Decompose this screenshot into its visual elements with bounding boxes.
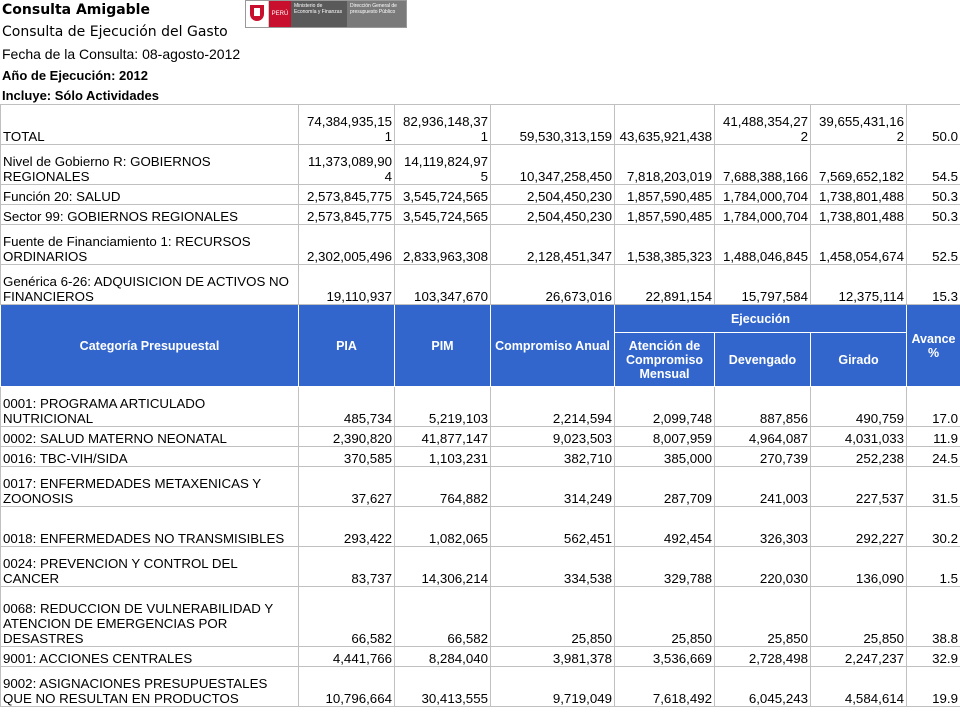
cell-avance: 24.5 (907, 447, 960, 467)
cell-avance: 32.9 (907, 647, 960, 667)
cell-devengado: 41,488,354,272 (715, 105, 811, 145)
cell-compromiso: 9,719,049 (491, 667, 615, 707)
cell-pia: 10,796,664 (299, 667, 395, 707)
cell-compromiso: 314,249 (491, 467, 615, 507)
cell-atencion: 385,000 (615, 447, 715, 467)
cell-compromiso: 10,347,258,450 (491, 145, 615, 185)
cell-avance: 31.5 (907, 467, 960, 507)
cell-label: 9001: ACCIONES CENTRALES (1, 647, 299, 667)
cell-devengado: 1,784,000,704 (715, 185, 811, 205)
cell-compromiso: 2,214,594 (491, 387, 615, 427)
cell-compromiso: 562,451 (491, 507, 615, 547)
cell-pia: 2,390,820 (299, 427, 395, 447)
table-row (1, 185, 960, 205)
col-header-categoria: Categoría Presupuestal (1, 305, 299, 387)
cell-avance: 54.5 (907, 145, 960, 185)
cell-devengado: 1,784,000,704 (715, 205, 811, 225)
cell-pia: 485,734 (299, 387, 395, 427)
cell-atencion: 2,099,748 (615, 387, 715, 427)
cell-pia: 83,737 (299, 547, 395, 587)
cell-devengado: 241,003 (715, 467, 811, 507)
cell-pia: 4,441,766 (299, 647, 395, 667)
cell-girado: 292,227 (811, 507, 907, 547)
cell-label: Sector 99: GOBIERNOS REGIONALES (1, 205, 299, 225)
table-row (1, 265, 960, 305)
cell-girado: 25,850 (811, 587, 907, 647)
cell-girado: 136,090 (811, 547, 907, 587)
cell-label: TOTAL (1, 105, 299, 145)
cell-girado: 1,738,801,488 (811, 205, 907, 225)
cell-label: 0017: ENFERMEDADES METAXENICAS Y ZOONOSIS (1, 467, 299, 507)
cell-girado: 4,031,033 (811, 427, 907, 447)
cell-devengado: 1,488,046,845 (715, 225, 811, 265)
cell-girado: 2,247,237 (811, 647, 907, 667)
cell-atencion: 25,850 (615, 587, 715, 647)
cell-pim: 5,219,103 (395, 387, 491, 427)
table-row (1, 447, 960, 467)
cell-atencion: 492,454 (615, 507, 715, 547)
cell-girado: 490,759 (811, 387, 907, 427)
cell-label: 0016: TBC-VIH/SIDA (1, 447, 299, 467)
cell-pia: 370,585 (299, 447, 395, 467)
cell-pim: 103,347,670 (395, 265, 491, 305)
cell-compromiso: 25,850 (491, 587, 615, 647)
cell-atencion: 287,709 (615, 467, 715, 507)
cell-devengado: 270,739 (715, 447, 811, 467)
cell-label: 0024: PREVENCION Y CONTROL DEL CANCER (1, 547, 299, 587)
includes-note: Incluye: Sólo Actividades (2, 88, 160, 103)
col-header-pia: PIA (299, 305, 395, 387)
cell-atencion: 1,857,590,485 (615, 205, 715, 225)
table-row (1, 467, 960, 507)
cell-pim: 14,306,214 (395, 547, 491, 587)
cell-label: Fuente de Financiamiento 1: RECURSOS ORDINARIOS (1, 225, 299, 265)
cell-label: 9002: ASIGNACIONES PRESUPUESTALES QUE NO RESULTAN EN PRODUCTOS (1, 667, 299, 707)
cell-label: Genérica 6-26: ADQUISICION DE ACTIVOS NO FINANCIEROS (1, 265, 299, 305)
execution-year: Año de Ejecución: 2012 (2, 68, 148, 83)
cell-girado: 1,458,054,674 (811, 225, 907, 265)
cell-girado: 4,584,614 (811, 667, 907, 707)
col-header-pim: PIM (395, 305, 491, 387)
cell-atencion: 7,818,203,019 (615, 145, 715, 185)
table-row (1, 427, 960, 447)
cell-pim: 3,545,724,565 (395, 185, 491, 205)
cell-pia: 66,582 (299, 587, 395, 647)
cell-avance: 50.3 (907, 205, 960, 225)
cell-pia: 293,422 (299, 507, 395, 547)
cell-atencion: 1,538,385,323 (615, 225, 715, 265)
cell-compromiso: 59,530,313,159 (491, 105, 615, 145)
cell-pim: 66,582 (395, 587, 491, 647)
cell-compromiso: 382,710 (491, 447, 615, 467)
logo-peru: PERÚ (269, 1, 291, 27)
table-row (1, 587, 960, 647)
table-row (1, 547, 960, 587)
cell-devengado: 326,303 (715, 507, 811, 547)
summary-rows (1, 105, 960, 305)
cell-pim: 30,413,555 (395, 667, 491, 707)
cell-pim: 8,284,040 (395, 647, 491, 667)
cell-avance: 52.5 (907, 225, 960, 265)
table-row (1, 205, 960, 225)
cell-pim: 3,545,724,565 (395, 205, 491, 225)
cell-atencion: 22,891,154 (615, 265, 715, 305)
cell-girado: 12,375,114 (811, 265, 907, 305)
cell-devengado: 220,030 (715, 547, 811, 587)
detail-rows (1, 387, 960, 707)
table-row (1, 145, 960, 185)
cell-devengado: 2,728,498 (715, 647, 811, 667)
cell-girado: 227,537 (811, 467, 907, 507)
cell-pia: 2,573,845,775 (299, 185, 395, 205)
cell-pim: 2,833,963,308 (395, 225, 491, 265)
col-header-ejecucion: Ejecución (615, 305, 907, 333)
cell-compromiso: 26,673,016 (491, 265, 615, 305)
col-header-compromiso: Compromiso Anual (491, 305, 615, 387)
cell-avance: 50.0 (907, 105, 960, 145)
cell-girado: 1,738,801,488 (811, 185, 907, 205)
cell-label: Función 20: SALUD (1, 185, 299, 205)
cell-atencion: 1,857,590,485 (615, 185, 715, 205)
cell-pia: 2,573,845,775 (299, 205, 395, 225)
cell-atencion: 8,007,959 (615, 427, 715, 447)
cell-compromiso: 334,538 (491, 547, 615, 587)
cell-label: 0018: ENFERMEDADES NO TRANSMISIBLES (1, 507, 299, 547)
cell-avance: 19.9 (907, 667, 960, 707)
cell-pim: 1,082,065 (395, 507, 491, 547)
cell-pia: 2,302,005,496 (299, 225, 395, 265)
table-row (1, 105, 960, 145)
cell-compromiso: 9,023,503 (491, 427, 615, 447)
cell-pia: 37,627 (299, 467, 395, 507)
cell-compromiso: 2,504,450,230 (491, 205, 615, 225)
cell-compromiso: 2,504,450,230 (491, 185, 615, 205)
mef-logo (245, 0, 407, 28)
cell-devengado: 4,964,087 (715, 427, 811, 447)
table-row (1, 507, 960, 547)
cell-pim: 14,119,824,975 (395, 145, 491, 185)
cell-compromiso: 2,128,451,347 (491, 225, 615, 265)
cell-girado: 39,655,431,162 (811, 105, 907, 145)
cell-pia: 11,373,089,904 (299, 145, 395, 185)
cell-avance: 38.8 (907, 587, 960, 647)
col-header-avance: Avance % (907, 305, 960, 387)
table-row (1, 387, 960, 427)
coat-of-arms-icon (246, 1, 269, 27)
logo-ministerio: Ministerio de Economía y Finanzas (291, 1, 347, 27)
cell-pim: 82,936,148,371 (395, 105, 491, 145)
cell-avance: 50.3 (907, 185, 960, 205)
cell-avance: 1.5 (907, 547, 960, 587)
cell-avance: 30.2 (907, 507, 960, 547)
report-subtitle: Consulta de Ejecución del Gasto (2, 24, 228, 40)
table-row (1, 647, 960, 667)
cell-atencion: 43,635,921,438 (615, 105, 715, 145)
table-row (1, 667, 960, 707)
cell-devengado: 25,850 (715, 587, 811, 647)
cell-pim: 1,103,231 (395, 447, 491, 467)
cell-girado: 252,238 (811, 447, 907, 467)
cell-compromiso: 3,981,378 (491, 647, 615, 667)
cell-label: 0002: SALUD MATERNO NEONATAL (1, 427, 299, 447)
query-date: Fecha de la Consulta: 08-agosto-2012 (2, 46, 241, 62)
cell-atencion: 329,788 (615, 547, 715, 587)
execution-table (0, 104, 960, 707)
cell-devengado: 15,797,584 (715, 265, 811, 305)
logo-direccion: Dirección General de presupuesto Público (347, 1, 406, 27)
col-header-devengado: Devengado (715, 333, 811, 387)
table-header (1, 305, 960, 387)
cell-girado: 7,569,652,182 (811, 145, 907, 185)
col-header-atencion: Atención de Compromiso Mensual (615, 333, 715, 387)
cell-label: Nivel de Gobierno R: GOBIERNOS REGIONALES (1, 145, 299, 185)
cell-avance: 15.3 (907, 265, 960, 305)
col-header-girado: Girado (811, 333, 907, 387)
cell-devengado: 887,856 (715, 387, 811, 427)
cell-devengado: 6,045,243 (715, 667, 811, 707)
cell-avance: 11.9 (907, 427, 960, 447)
cell-pia: 74,384,935,151 (299, 105, 395, 145)
cell-pim: 764,882 (395, 467, 491, 507)
cell-pia: 19,110,937 (299, 265, 395, 305)
cell-label: 0001: PROGRAMA ARTICULADO NUTRICIONAL (1, 387, 299, 427)
cell-atencion: 3,536,669 (615, 647, 715, 667)
report-header (0, 0, 960, 105)
cell-label: 0068: REDUCCION DE VULNERABILIDAD Y ATENCION DE EMERGENCIAS POR DESASTRES (1, 587, 299, 647)
cell-pim: 41,877,147 (395, 427, 491, 447)
report-title: Consulta Amigable (2, 2, 150, 18)
cell-avance: 17.0 (907, 387, 960, 427)
cell-atencion: 7,618,492 (615, 667, 715, 707)
table-row (1, 225, 960, 265)
cell-devengado: 7,688,388,166 (715, 145, 811, 185)
